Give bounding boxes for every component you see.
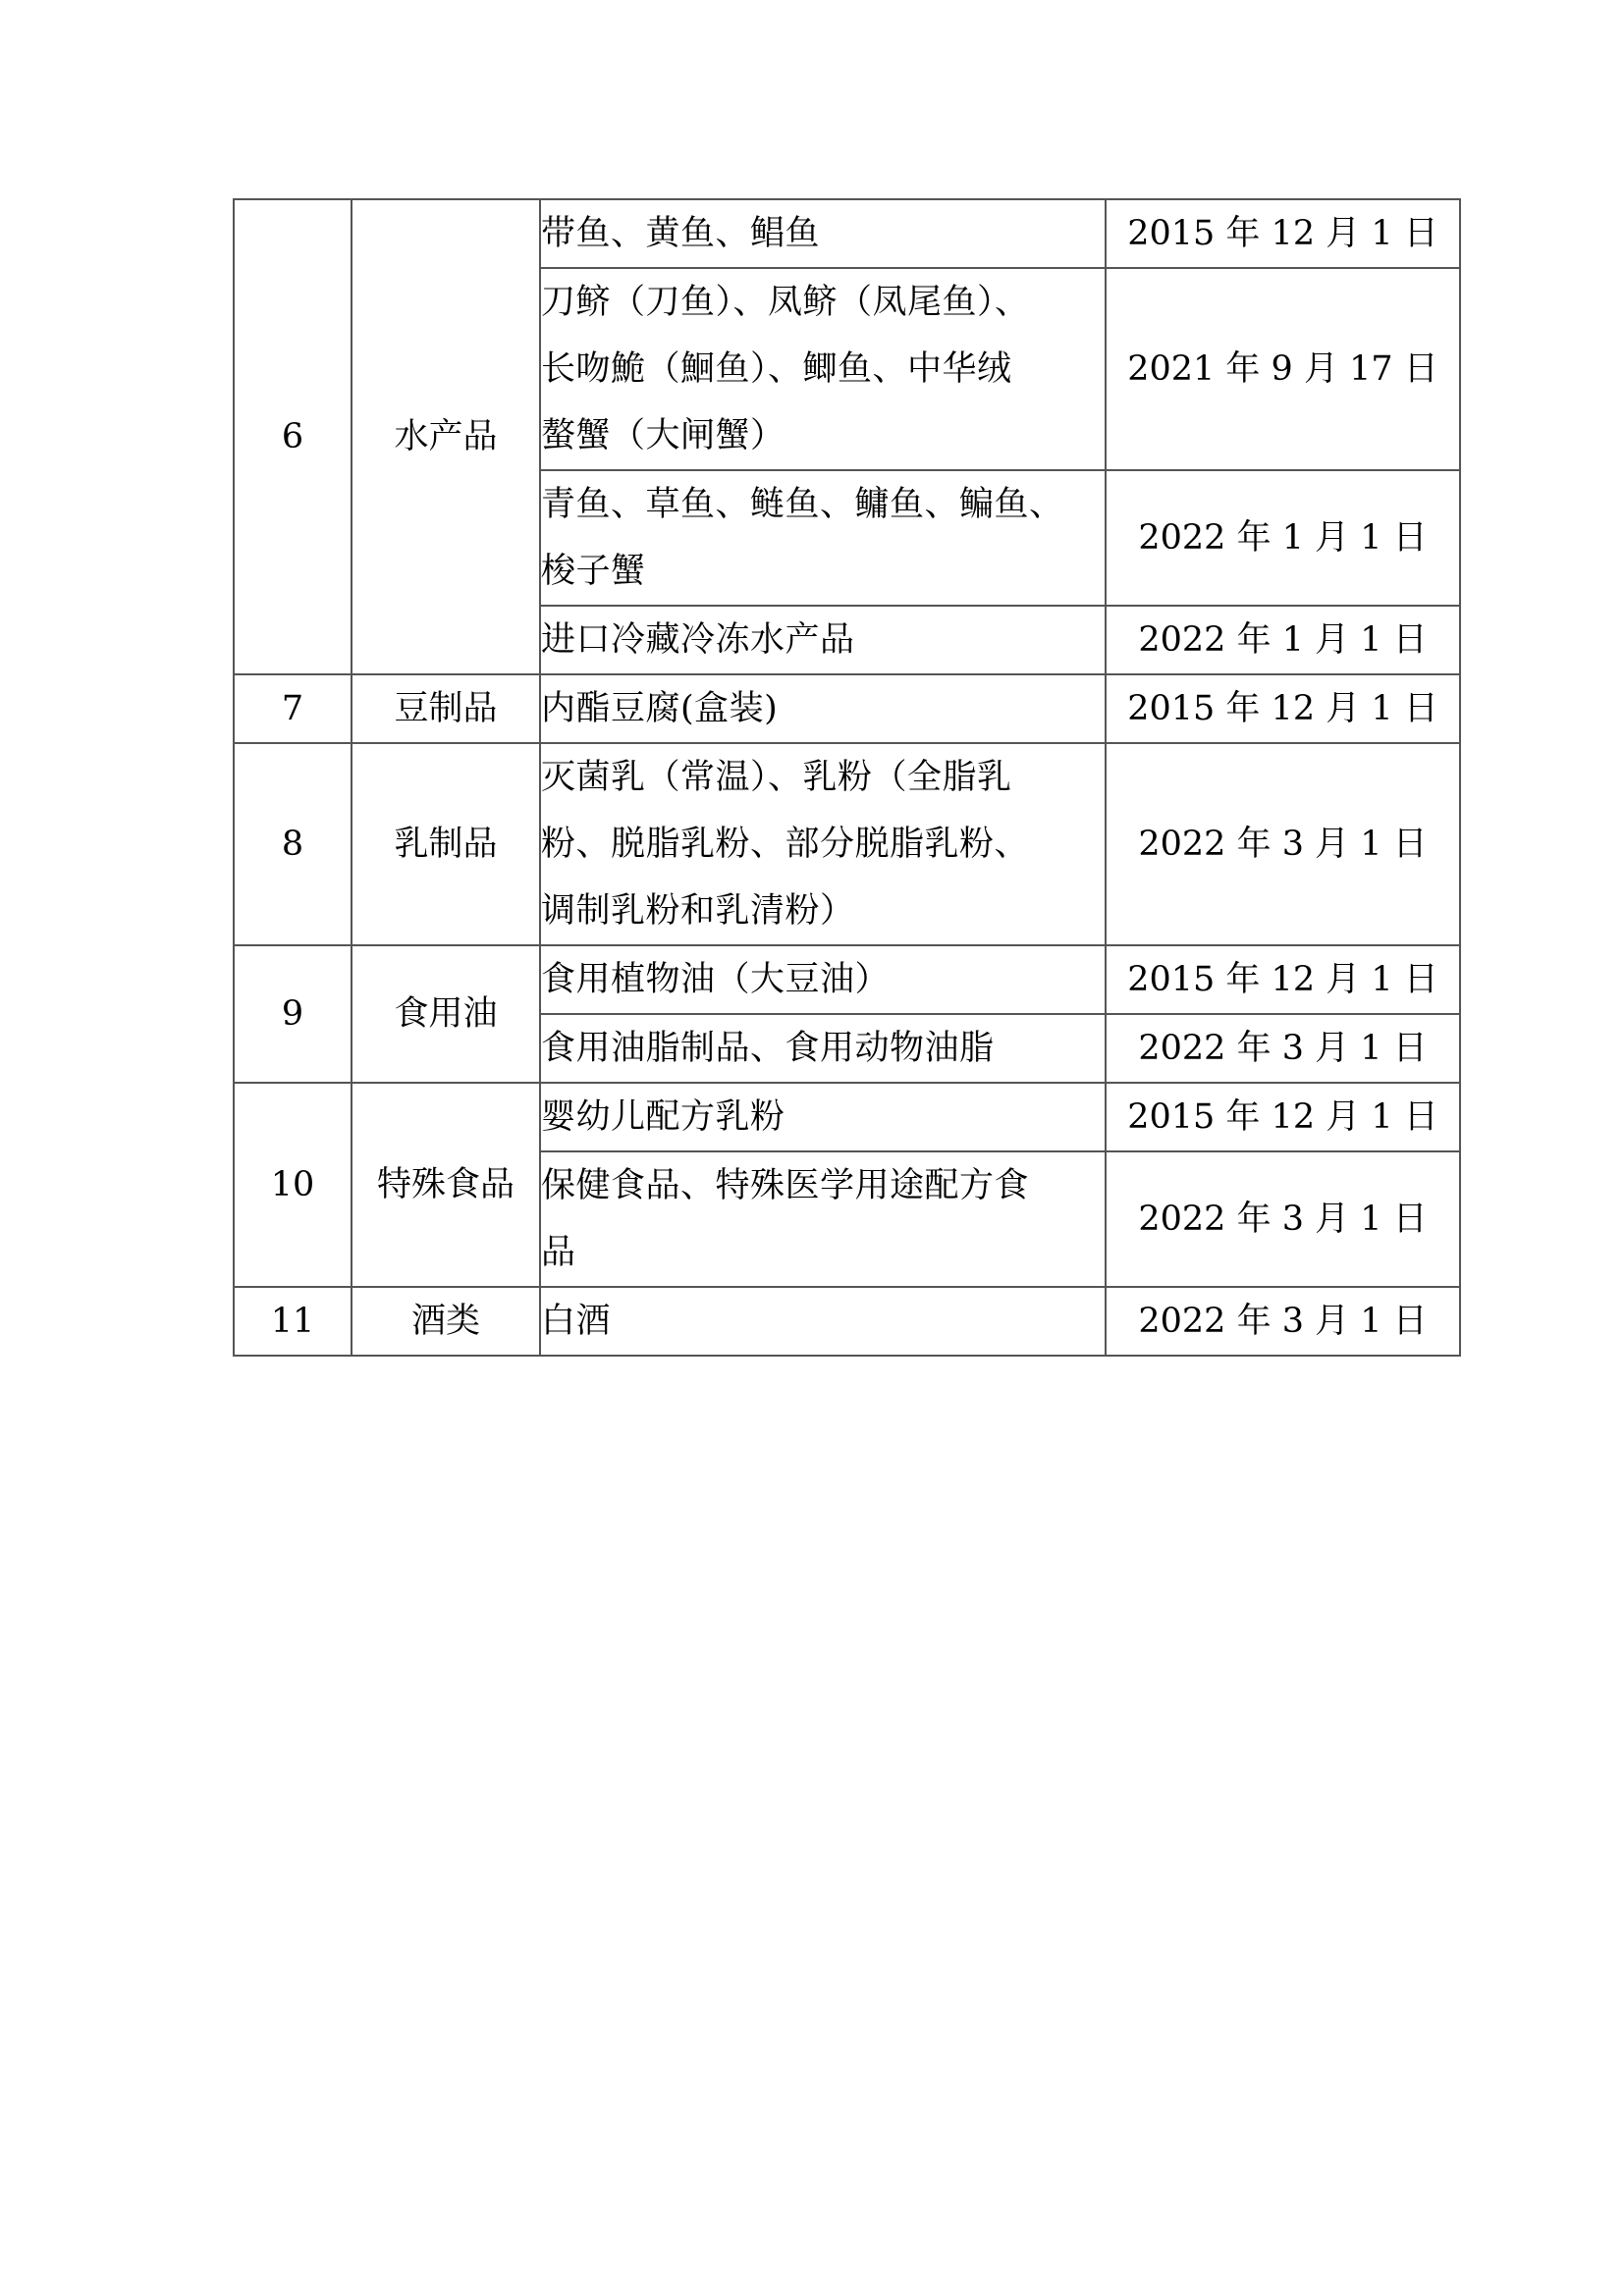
table-row [234, 945, 1460, 1014]
product-item-cell [540, 1151, 1106, 1287]
category-cell: 水产品 [352, 199, 540, 674]
effective-date-cell: 2022 年 3 月 1 日 [1106, 1151, 1460, 1287]
product-item-text: 婴幼儿配方乳粉 [541, 1097, 785, 1137]
product-item-text: 梭子蟹 [541, 552, 646, 591]
effective-date-cell: 2022 年 3 月 1 日 [1106, 1014, 1460, 1083]
product-item-cell [540, 1287, 1106, 1356]
product-item-text: 刀鲚（刀鱼）、凤鲚（凤尾鱼）、 [541, 283, 1030, 322]
product-item-text: 调制乳粉和乳清粉） [541, 891, 855, 931]
table-body [234, 199, 1460, 1356]
row-number-cell: 6 [234, 199, 352, 674]
product-item-text: 灭菌乳（常温）、乳粉（全脂乳 [541, 758, 1012, 797]
category-cell: 酒类 [352, 1287, 540, 1356]
product-item-cell [540, 268, 1106, 470]
category-cell: 特殊食品 [352, 1083, 540, 1287]
product-item-text: 白酒 [541, 1302, 612, 1341]
table-row [234, 674, 1460, 743]
product-item-cell [540, 1083, 1106, 1151]
effective-date-cell: 2015 年 12 月 1 日 [1106, 1083, 1460, 1151]
table-row [234, 743, 1460, 945]
product-item-cell [540, 743, 1106, 945]
product-item-text: 品 [541, 1233, 576, 1272]
product-item-text: 食用油脂制品、食用动物油脂 [541, 1029, 995, 1068]
row-number-cell: 7 [234, 674, 352, 743]
category-cell: 食用油 [352, 945, 540, 1083]
effective-date-cell: 2022 年 3 月 1 日 [1106, 743, 1460, 945]
row-number-cell: 8 [234, 743, 352, 945]
product-item-text: 粉、脱脂乳粉、部分脱脂乳粉、 [541, 825, 1030, 864]
effective-date-cell: 2022 年 1 月 1 日 [1106, 606, 1460, 674]
product-item-text: 带鱼、黄鱼、鲳鱼 [541, 214, 821, 253]
product-item-text: 保健食品、特殊医学用途配方食 [541, 1166, 1030, 1205]
row-number-cell: 10 [234, 1083, 352, 1287]
category-cell: 乳制品 [352, 743, 540, 945]
product-item-text: 食用植物油（大豆油） [541, 960, 891, 999]
table-row [234, 199, 1460, 268]
product-item-text: 内酯豆腐(盒装) [541, 689, 779, 728]
product-item-text: 长吻鮠（鮰鱼）、鲫鱼、中华绒 [541, 349, 1012, 389]
effective-date-cell: 2015 年 12 月 1 日 [1106, 199, 1460, 268]
product-item-cell [540, 945, 1106, 1014]
product-item-text: 螯蟹（大闸蟹） [541, 416, 785, 455]
product-item-cell [540, 470, 1106, 606]
product-item-cell [540, 1014, 1106, 1083]
effective-date-cell: 2015 年 12 月 1 日 [1106, 945, 1460, 1014]
product-item-cell [540, 674, 1106, 743]
row-number-cell: 9 [234, 945, 352, 1083]
product-item-cell [540, 606, 1106, 674]
effective-date-cell: 2021 年 9 月 17 日 [1106, 268, 1460, 470]
table-row [234, 1287, 1460, 1356]
food-category-table [233, 198, 1461, 1357]
product-item-text: 进口冷藏冷冻水产品 [541, 620, 855, 660]
table-row [234, 1083, 1460, 1151]
effective-date-cell: 2015 年 12 月 1 日 [1106, 674, 1460, 743]
product-item-text: 青鱼、草鱼、鲢鱼、鳙鱼、鳊鱼、 [541, 485, 1064, 524]
row-number-cell: 11 [234, 1287, 352, 1356]
category-cell: 豆制品 [352, 674, 540, 743]
effective-date-cell: 2022 年 3 月 1 日 [1106, 1287, 1460, 1356]
product-item-cell [540, 199, 1106, 268]
effective-date-cell: 2022 年 1 月 1 日 [1106, 470, 1460, 606]
